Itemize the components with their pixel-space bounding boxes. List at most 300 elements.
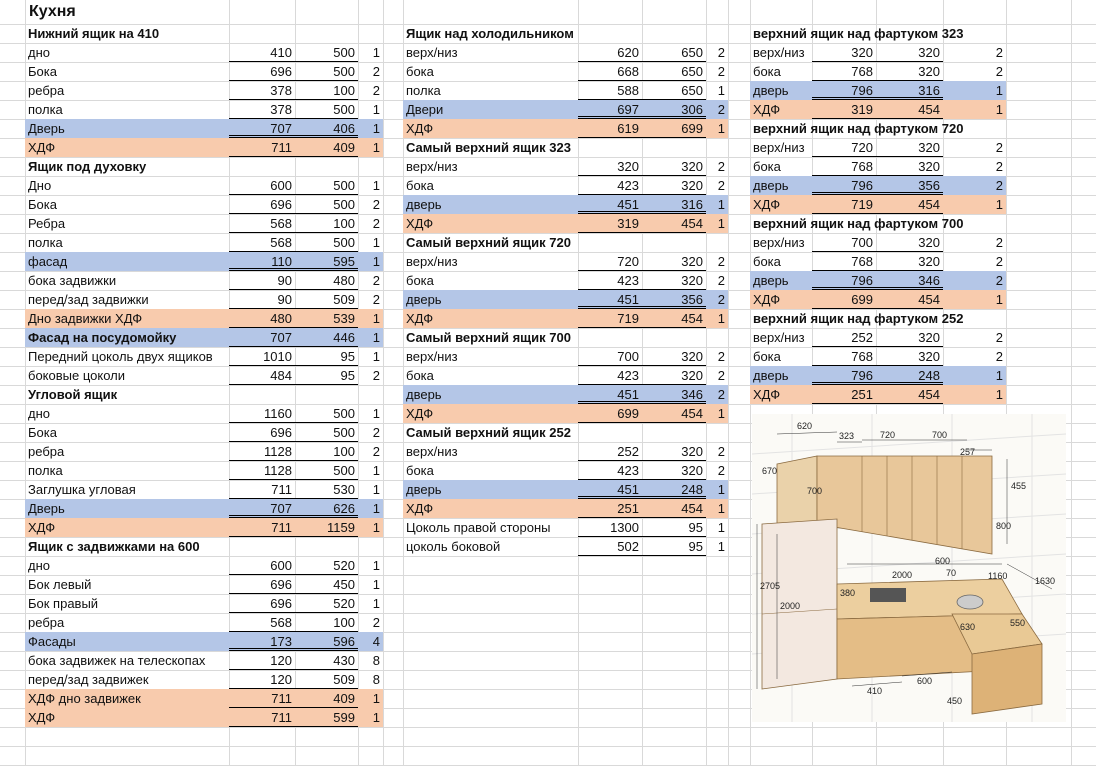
cell-qty[interactable]: 2 <box>717 292 725 307</box>
cell-value-a[interactable]: 120 <box>229 651 295 670</box>
cell-value-a[interactable]: 1300 <box>578 518 642 537</box>
cell-part-name[interactable]: полка <box>406 83 441 98</box>
cell-part-name[interactable]: Ребра <box>28 216 66 231</box>
cell-value-b[interactable]: 409 <box>295 138 358 157</box>
cell-value-a[interactable]: 700 <box>812 233 876 252</box>
cell-value-a[interactable]: 173 <box>229 632 295 651</box>
cell-qty[interactable]: 2 <box>717 45 725 60</box>
cell-qty[interactable]: 1 <box>717 482 725 497</box>
cell-qty[interactable]: 8 <box>372 653 380 668</box>
cell-part-name[interactable]: бока задвижки <box>28 273 117 288</box>
cell-qty[interactable]: 2 <box>995 178 1003 193</box>
cell-value-a[interactable]: 319 <box>578 214 642 233</box>
block-title[interactable]: Угловой ящик <box>28 387 118 402</box>
cell-value-a[interactable]: 707 <box>229 499 295 518</box>
cell-value-a[interactable]: 699 <box>812 290 876 309</box>
cell-value-b[interactable]: 500 <box>295 62 358 81</box>
cell-value-b[interactable]: 100 <box>295 613 358 632</box>
cell-value-b[interactable]: 509 <box>295 670 358 689</box>
cell-value-b[interactable]: 500 <box>295 404 358 423</box>
cell-value-b[interactable]: 320 <box>642 157 706 176</box>
cell-qty[interactable]: 1 <box>372 558 380 573</box>
cell-part-name[interactable]: дно <box>28 558 50 573</box>
cell-value-a[interactable]: 451 <box>578 195 642 214</box>
cell-qty[interactable]: 2 <box>372 292 380 307</box>
cell-value-b[interactable]: 320 <box>876 157 943 176</box>
cell-part-name[interactable]: Цоколь правой стороны <box>406 520 551 535</box>
cell-value-b[interactable]: 626 <box>295 499 358 518</box>
cell-value-b[interactable]: 500 <box>295 100 358 119</box>
cell-qty[interactable]: 2 <box>372 368 380 383</box>
cell-value-b[interactable]: 320 <box>876 252 943 271</box>
cell-value-b[interactable]: 599 <box>295 708 358 727</box>
cell-part-name[interactable]: бока <box>753 159 781 174</box>
cell-part-name[interactable]: ребра <box>28 615 65 630</box>
cell-value-a[interactable]: 696 <box>229 594 295 613</box>
cell-value-a[interactable]: 796 <box>812 81 876 100</box>
cell-value-a[interactable]: 796 <box>812 366 876 385</box>
cell-part-name[interactable]: бока <box>753 349 781 364</box>
cell-part-name[interactable]: Дно задвижки ХДФ <box>28 311 143 326</box>
cell-qty[interactable]: 2 <box>995 254 1003 269</box>
cell-value-b[interactable]: 454 <box>876 290 943 309</box>
cell-value-b[interactable]: 454 <box>876 385 943 404</box>
cell-value-a[interactable]: 588 <box>578 81 642 100</box>
cell-value-a[interactable]: 696 <box>229 423 295 442</box>
cell-part-name[interactable]: дно <box>28 45 50 60</box>
cell-value-a[interactable]: 719 <box>812 195 876 214</box>
cell-value-b[interactable]: 306 <box>642 100 706 119</box>
block-title[interactable]: Ящик над холодильником <box>406 26 574 41</box>
cell-value-a[interactable]: 251 <box>812 385 876 404</box>
cell-value-b[interactable]: 320 <box>876 347 943 366</box>
block-title[interactable]: Самый верхний ящик 700 <box>406 330 571 345</box>
cell-part-name[interactable]: ХДФ <box>753 292 781 307</box>
cell-qty[interactable]: 1 <box>717 406 725 421</box>
cell-value-b[interactable]: 500 <box>295 423 358 442</box>
block-title[interactable]: Самый верхний ящик 252 <box>406 425 571 440</box>
cell-part-name[interactable]: ХДФ <box>406 406 434 421</box>
cell-part-name[interactable]: дверь <box>753 368 789 383</box>
cell-value-b[interactable]: 520 <box>295 556 358 575</box>
cell-value-b[interactable]: 320 <box>876 43 943 62</box>
cell-value-b[interactable]: 320 <box>642 252 706 271</box>
cell-part-name[interactable]: дно <box>28 406 50 421</box>
cell-qty[interactable]: 1 <box>372 520 380 535</box>
cell-part-name[interactable]: ХДФ <box>406 121 434 136</box>
cell-qty[interactable]: 2 <box>995 159 1003 174</box>
cell-value-a[interactable]: 568 <box>229 214 295 233</box>
cell-qty[interactable]: 1 <box>372 178 380 193</box>
block-title[interactable]: Самый верхний ящик 323 <box>406 140 571 155</box>
cell-value-b[interactable]: 446 <box>295 328 358 347</box>
cell-qty[interactable]: 1 <box>372 710 380 725</box>
cell-value-b[interactable]: 699 <box>642 119 706 138</box>
cell-value-b[interactable]: 480 <box>295 271 358 290</box>
cell-qty[interactable]: 1 <box>372 45 380 60</box>
cell-value-b[interactable]: 320 <box>876 62 943 81</box>
cell-part-name[interactable]: фасад <box>28 254 68 269</box>
cell-part-name[interactable]: дверь <box>406 482 442 497</box>
cell-value-b[interactable]: 454 <box>642 499 706 518</box>
cell-part-name[interactable]: Передний цоколь двух ящиков <box>28 349 213 364</box>
cell-part-name[interactable]: ХДФ <box>753 102 781 117</box>
cell-part-name[interactable]: бока <box>406 368 434 383</box>
cell-qty[interactable]: 2 <box>717 444 725 459</box>
cell-part-name[interactable]: Бок левый <box>28 577 92 592</box>
cell-part-name[interactable]: Дверь <box>28 121 65 136</box>
cell-part-name[interactable]: верх/низ <box>406 159 458 174</box>
cell-value-b[interactable]: 450 <box>295 575 358 594</box>
cell-part-name[interactable]: бока <box>753 254 781 269</box>
cell-value-b[interactable]: 500 <box>295 461 358 480</box>
cell-part-name[interactable]: верх/низ <box>753 235 805 250</box>
cell-part-name[interactable]: Дверь <box>28 501 65 516</box>
cell-part-name[interactable]: верх/низ <box>753 45 805 60</box>
cell-value-b[interactable]: 320 <box>642 271 706 290</box>
cell-part-name[interactable]: верх/низ <box>406 45 458 60</box>
cell-value-b[interactable]: 539 <box>295 309 358 328</box>
cell-value-b[interactable]: 1159 <box>295 518 358 537</box>
cell-value-b[interactable]: 320 <box>876 233 943 252</box>
cell-qty[interactable]: 1 <box>372 235 380 250</box>
cell-value-b[interactable]: 430 <box>295 651 358 670</box>
cell-value-a[interactable]: 484 <box>229 366 295 385</box>
cell-qty[interactable]: 1 <box>995 83 1003 98</box>
cell-part-name[interactable]: Бока <box>28 64 57 79</box>
cell-value-a[interactable]: 90 <box>229 290 295 309</box>
cell-value-a[interactable]: 480 <box>229 309 295 328</box>
cell-part-name[interactable]: ХДФ <box>28 520 56 535</box>
cell-value-a[interactable]: 320 <box>812 43 876 62</box>
block-title[interactable]: верхний ящик над фартуком 700 <box>753 216 964 231</box>
cell-value-b[interactable]: 320 <box>642 176 706 195</box>
cell-part-name[interactable]: дверь <box>753 178 789 193</box>
cell-value-a[interactable]: 451 <box>578 480 642 499</box>
cell-value-a[interactable]: 423 <box>578 176 642 195</box>
cell-qty[interactable]: 1 <box>372 596 380 611</box>
cell-qty[interactable]: 1 <box>372 501 380 516</box>
cell-value-b[interactable]: 454 <box>876 195 943 214</box>
cell-qty[interactable]: 1 <box>717 539 725 554</box>
cell-value-a[interactable]: 711 <box>229 689 295 708</box>
cell-value-b[interactable]: 248 <box>876 366 943 385</box>
cell-value-b[interactable]: 500 <box>295 233 358 252</box>
cell-value-b[interactable]: 509 <box>295 290 358 309</box>
cell-qty[interactable]: 1 <box>372 463 380 478</box>
cell-value-b[interactable]: 248 <box>642 480 706 499</box>
cell-part-name[interactable]: верх/низ <box>406 254 458 269</box>
cell-qty[interactable]: 2 <box>372 425 380 440</box>
cell-value-b[interactable]: 100 <box>295 442 358 461</box>
cell-qty[interactable]: 1 <box>995 102 1003 117</box>
cell-qty[interactable]: 1 <box>372 349 380 364</box>
cell-value-b[interactable]: 454 <box>642 309 706 328</box>
cell-value-a[interactable]: 796 <box>812 271 876 290</box>
cell-part-name[interactable]: Бок правый <box>28 596 99 611</box>
cell-value-a[interactable]: 90 <box>229 271 295 290</box>
cell-qty[interactable]: 1 <box>372 254 380 269</box>
cell-qty[interactable]: 2 <box>717 64 725 79</box>
cell-part-name[interactable]: ХДФ <box>406 216 434 231</box>
cell-part-name[interactable]: дверь <box>753 83 789 98</box>
cell-value-b[interactable]: 95 <box>295 366 358 385</box>
cell-value-b[interactable]: 520 <box>295 594 358 613</box>
cell-part-name[interactable]: полка <box>28 463 63 478</box>
cell-part-name[interactable]: ХДФ <box>28 140 56 155</box>
cell-qty[interactable]: 2 <box>372 64 380 79</box>
cell-value-a[interactable]: 378 <box>229 81 295 100</box>
cell-part-name[interactable]: бока <box>406 463 434 478</box>
cell-part-name[interactable]: бока задвижек на телескопах <box>28 653 206 668</box>
cell-value-a[interactable]: 252 <box>812 328 876 347</box>
cell-value-a[interactable]: 707 <box>229 119 295 138</box>
cell-part-name[interactable]: Двери <box>406 102 444 117</box>
cell-value-b[interactable]: 320 <box>642 461 706 480</box>
cell-part-name[interactable]: перед/зад задвижки <box>28 292 149 307</box>
cell-qty[interactable]: 2 <box>995 349 1003 364</box>
cell-value-a[interactable]: 768 <box>812 62 876 81</box>
cell-part-name[interactable]: ХДФ <box>753 197 781 212</box>
block-title[interactable]: верхний ящик над фартуком 323 <box>753 26 964 41</box>
cell-qty[interactable]: 2 <box>717 368 725 383</box>
cell-part-name[interactable]: Бока <box>28 425 57 440</box>
cell-value-a[interactable]: 568 <box>229 233 295 252</box>
cell-qty[interactable]: 1 <box>995 368 1003 383</box>
cell-part-name[interactable]: дверь <box>406 292 442 307</box>
cell-part-name[interactable]: дверь <box>753 273 789 288</box>
cell-value-a[interactable]: 668 <box>578 62 642 81</box>
cell-value-b[interactable]: 500 <box>295 43 358 62</box>
cell-qty[interactable]: 2 <box>372 216 380 231</box>
cell-value-a[interactable]: 110 <box>229 252 295 271</box>
cell-value-a[interactable]: 719 <box>578 309 642 328</box>
cell-qty[interactable]: 1 <box>717 121 725 136</box>
cell-value-b[interactable]: 356 <box>642 290 706 309</box>
cell-qty[interactable]: 4 <box>372 634 380 649</box>
cell-part-name[interactable]: бока <box>406 64 434 79</box>
cell-qty[interactable]: 2 <box>372 83 380 98</box>
cell-value-a[interactable]: 620 <box>578 43 642 62</box>
cell-value-a[interactable]: 697 <box>578 100 642 119</box>
cell-part-name[interactable]: дверь <box>406 197 442 212</box>
cell-part-name[interactable]: ХДФ <box>28 710 56 725</box>
cell-value-b[interactable]: 346 <box>876 271 943 290</box>
cell-part-name[interactable]: ХДФ <box>406 311 434 326</box>
block-title[interactable]: верхний ящик над фартуком 720 <box>753 121 964 136</box>
cell-part-name[interactable]: дверь <box>406 387 442 402</box>
cell-value-a[interactable]: 410 <box>229 43 295 62</box>
cell-part-name[interactable]: бока <box>406 178 434 193</box>
cell-value-b[interactable]: 650 <box>642 81 706 100</box>
cell-value-b[interactable]: 320 <box>642 442 706 461</box>
cell-value-b[interactable]: 320 <box>642 366 706 385</box>
cell-qty[interactable]: 1 <box>372 311 380 326</box>
cell-qty[interactable]: 2 <box>372 197 380 212</box>
cell-value-a[interactable]: 619 <box>578 119 642 138</box>
cell-value-b[interactable]: 316 <box>876 81 943 100</box>
cell-value-b[interactable]: 650 <box>642 43 706 62</box>
cell-qty[interactable]: 2 <box>717 463 725 478</box>
cell-value-b[interactable]: 95 <box>642 518 706 537</box>
cell-qty[interactable]: 1 <box>717 216 725 231</box>
cell-value-b[interactable]: 356 <box>876 176 943 195</box>
cell-value-a[interactable]: 378 <box>229 100 295 119</box>
cell-value-a[interactable]: 711 <box>229 518 295 537</box>
cell-value-a[interactable]: 502 <box>578 537 642 556</box>
cell-value-a[interactable]: 423 <box>578 271 642 290</box>
cell-value-b[interactable]: 500 <box>295 176 358 195</box>
cell-value-a[interactable]: 696 <box>229 575 295 594</box>
cell-value-a[interactable]: 711 <box>229 480 295 499</box>
cell-qty[interactable]: 2 <box>995 330 1003 345</box>
cell-value-a[interactable]: 720 <box>578 252 642 271</box>
cell-part-name[interactable]: верх/низ <box>753 140 805 155</box>
cell-value-a[interactable]: 423 <box>578 366 642 385</box>
cell-value-b[interactable]: 100 <box>295 214 358 233</box>
cell-qty[interactable]: 1 <box>717 501 725 516</box>
cell-value-a[interactable]: 252 <box>578 442 642 461</box>
cell-value-b[interactable]: 406 <box>295 119 358 138</box>
cell-part-name[interactable]: цоколь боковой <box>406 539 501 554</box>
cell-value-a[interactable]: 600 <box>229 556 295 575</box>
cell-qty[interactable]: 1 <box>372 330 380 345</box>
cell-qty[interactable]: 1 <box>372 482 380 497</box>
cell-value-a[interactable]: 768 <box>812 252 876 271</box>
block-title[interactable]: Ящик под духовку <box>28 159 147 174</box>
cell-value-a[interactable]: 696 <box>229 195 295 214</box>
cell-qty[interactable]: 2 <box>995 273 1003 288</box>
cell-qty[interactable]: 2 <box>717 178 725 193</box>
cell-qty[interactable]: 1 <box>372 577 380 592</box>
cell-qty[interactable]: 1 <box>372 102 380 117</box>
cell-value-b[interactable]: 595 <box>295 252 358 271</box>
cell-value-a[interactable]: 1128 <box>229 461 295 480</box>
cell-qty[interactable]: 8 <box>372 672 380 687</box>
cell-qty[interactable]: 2 <box>995 45 1003 60</box>
cell-qty[interactable]: 2 <box>717 349 725 364</box>
cell-value-a[interactable]: 796 <box>812 176 876 195</box>
cell-qty[interactable]: 1 <box>995 292 1003 307</box>
cell-qty[interactable]: 1 <box>717 197 725 212</box>
cell-qty[interactable]: 2 <box>372 273 380 288</box>
cell-value-b[interactable]: 530 <box>295 480 358 499</box>
cell-part-name[interactable]: бока <box>406 273 434 288</box>
block-title[interactable]: Фасад на посудомойку <box>28 330 177 345</box>
cell-part-name[interactable]: ребра <box>28 83 65 98</box>
cell-value-a[interactable]: 696 <box>229 62 295 81</box>
cell-part-name[interactable]: верх/низ <box>753 330 805 345</box>
cell-part-name[interactable]: Бока <box>28 197 57 212</box>
cell-qty[interactable]: 2 <box>372 615 380 630</box>
block-title[interactable]: верхний ящик над фартуком 252 <box>753 311 964 326</box>
cell-value-a[interactable]: 700 <box>578 347 642 366</box>
cell-value-b[interactable]: 100 <box>295 81 358 100</box>
cell-part-name[interactable]: Фасады <box>28 634 76 649</box>
cell-value-a[interactable]: 568 <box>229 613 295 632</box>
block-title[interactable]: Ящик с задвижками на 600 <box>28 539 200 554</box>
cell-part-name[interactable]: Дно <box>28 178 52 193</box>
cell-value-a[interactable]: 120 <box>229 670 295 689</box>
cell-qty[interactable]: 1 <box>717 311 725 326</box>
cell-part-name[interactable]: перед/зад задвижек <box>28 672 149 687</box>
cell-value-a[interactable]: 319 <box>812 100 876 119</box>
cell-part-name[interactable]: верх/низ <box>406 444 458 459</box>
cell-part-name[interactable]: бока <box>753 64 781 79</box>
cell-qty[interactable]: 2 <box>372 444 380 459</box>
cell-value-b[interactable]: 346 <box>642 385 706 404</box>
cell-value-b[interactable]: 454 <box>642 214 706 233</box>
cell-qty[interactable]: 1 <box>995 387 1003 402</box>
cell-value-a[interactable]: 720 <box>812 138 876 157</box>
cell-qty[interactable]: 2 <box>717 254 725 269</box>
cell-qty[interactable]: 1 <box>717 83 725 98</box>
cell-part-name[interactable]: ребра <box>28 444 65 459</box>
cell-value-b[interactable]: 596 <box>295 632 358 651</box>
cell-qty[interactable]: 1 <box>372 140 380 155</box>
cell-value-a[interactable]: 707 <box>229 328 295 347</box>
cell-qty[interactable]: 2 <box>717 159 725 174</box>
cell-qty[interactable]: 2 <box>717 273 725 288</box>
cell-part-name[interactable]: полка <box>28 102 63 117</box>
cell-value-a[interactable]: 699 <box>578 404 642 423</box>
cell-value-a[interactable]: 711 <box>229 708 295 727</box>
cell-part-name[interactable]: верх/низ <box>406 349 458 364</box>
cell-value-b[interactable]: 320 <box>642 347 706 366</box>
cell-value-a[interactable]: 1010 <box>229 347 295 366</box>
cell-qty[interactable]: 2 <box>995 235 1003 250</box>
block-title[interactable]: Нижний ящик на 410 <box>28 26 160 41</box>
cell-value-a[interactable]: 768 <box>812 347 876 366</box>
cell-qty[interactable]: 2 <box>995 64 1003 79</box>
cell-value-b[interactable]: 316 <box>642 195 706 214</box>
cell-value-b[interactable]: 320 <box>876 328 943 347</box>
cell-value-a[interactable]: 1128 <box>229 442 295 461</box>
cell-part-name[interactable]: боковые цоколи <box>28 368 125 383</box>
cell-value-a[interactable]: 423 <box>578 461 642 480</box>
cell-part-name[interactable]: ХДФ <box>753 387 781 402</box>
cell-qty[interactable]: 1 <box>372 406 380 421</box>
cell-qty[interactable]: 2 <box>717 387 725 402</box>
cell-qty[interactable]: 1 <box>372 691 380 706</box>
cell-value-a[interactable]: 600 <box>229 176 295 195</box>
cell-part-name[interactable]: ХДФ <box>406 501 434 516</box>
cell-value-a[interactable]: 711 <box>229 138 295 157</box>
cell-value-b[interactable]: 454 <box>876 100 943 119</box>
cell-value-b[interactable]: 500 <box>295 195 358 214</box>
cell-value-a[interactable]: 451 <box>578 385 642 404</box>
cell-part-name[interactable]: ХДФ дно задвижек <box>28 691 141 706</box>
block-title[interactable]: Самый верхний ящик 720 <box>406 235 571 250</box>
cell-qty[interactable]: 1 <box>372 121 380 136</box>
cell-value-b[interactable]: 409 <box>295 689 358 708</box>
cell-value-b[interactable]: 320 <box>876 138 943 157</box>
cell-qty[interactable]: 1 <box>995 197 1003 212</box>
cell-part-name[interactable]: Заглушка угловая <box>28 482 136 497</box>
cell-value-b[interactable]: 650 <box>642 62 706 81</box>
cell-value-a[interactable]: 451 <box>578 290 642 309</box>
cell-value-b[interactable]: 454 <box>642 404 706 423</box>
cell-value-a[interactable]: 1160 <box>229 404 295 423</box>
cell-qty[interactable]: 2 <box>995 140 1003 155</box>
cell-value-a[interactable]: 320 <box>578 157 642 176</box>
cell-value-a[interactable]: 251 <box>578 499 642 518</box>
cell-part-name[interactable]: полка <box>28 235 63 250</box>
cell-value-a[interactable]: 768 <box>812 157 876 176</box>
cell-qty[interactable]: 2 <box>717 102 725 117</box>
cell-value-b[interactable]: 95 <box>642 537 706 556</box>
cell-qty[interactable]: 1 <box>717 520 725 535</box>
